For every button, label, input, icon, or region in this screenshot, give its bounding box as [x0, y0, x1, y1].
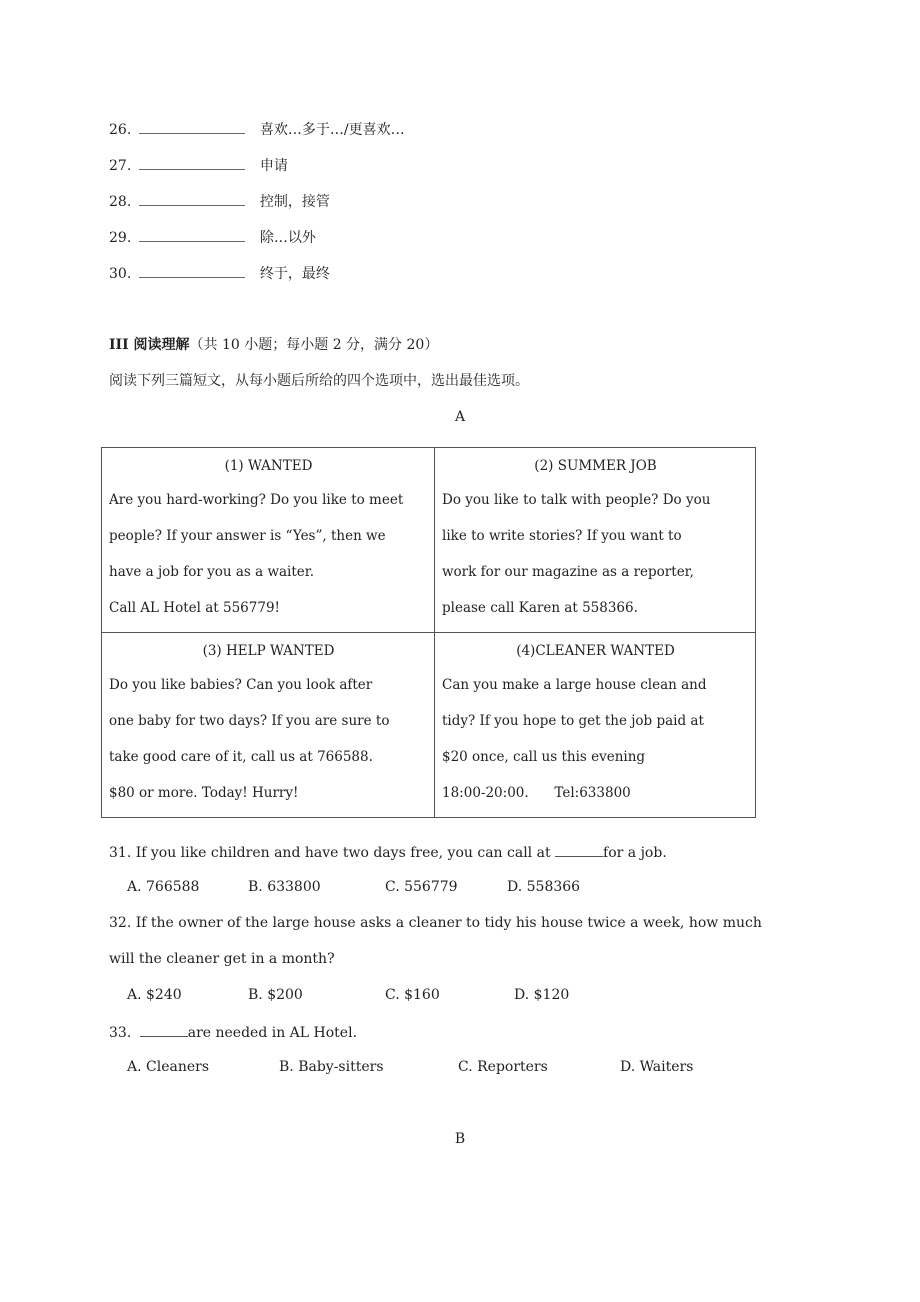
- question-number: 32.: [109, 915, 132, 931]
- option-b[interactable]: B. $200: [248, 987, 303, 1003]
- ad-line: people? If your answer is “Yes”, then we: [109, 528, 386, 544]
- vocab-item-27: [109, 155, 288, 175]
- section-heading: [109, 336, 438, 354]
- answer-blank[interactable]: [139, 119, 245, 134]
- section-title: III 阅读理解: [109, 337, 190, 353]
- option-c[interactable]: C. $160: [385, 987, 440, 1003]
- answer-blank[interactable]: [555, 843, 603, 857]
- ad-line: Call AL Hotel at 556779!: [109, 600, 280, 616]
- question-number: 33.: [109, 1025, 132, 1041]
- ad-line: Do you like to talk with people? Do you: [442, 492, 711, 508]
- ad-line: one baby for two days? If you are sure to: [109, 713, 390, 729]
- vocab-meaning: 控制，接管: [259, 194, 330, 210]
- ad-body: [109, 482, 428, 617]
- vocab-meaning: 终于，最终: [259, 266, 330, 282]
- ad-line: $20 once, call us this evening: [442, 749, 646, 765]
- question-33: [109, 1023, 357, 1041]
- passage-b-label: B: [454, 1131, 466, 1147]
- passage-a-label: A: [454, 409, 466, 425]
- vocab-meaning: 喜欢…多于…/更喜欢…: [259, 122, 405, 138]
- ad-line: work for our magazine as a reporter,: [442, 564, 694, 580]
- ad-line: 18:00-20:00. Tel:633800: [442, 785, 631, 801]
- ad-line: Can you make a large house clean and: [442, 677, 707, 693]
- ad-title: (4)CLEANER WANTED: [516, 643, 675, 659]
- ad-body: [109, 667, 428, 811]
- vocab-item-29: [109, 227, 316, 247]
- ad-body: [442, 667, 749, 811]
- ad-line: please call Karen at 558366.: [442, 600, 638, 616]
- vocab-item-28: [109, 191, 330, 211]
- answer-blank[interactable]: [139, 227, 245, 242]
- ad-title: (2) SUMMER JOB: [534, 458, 657, 474]
- question-31-options: [0, 879, 920, 899]
- answer-blank[interactable]: [139, 155, 245, 170]
- vocab-number: 30.: [109, 266, 132, 282]
- ad-line: Are you hard-working? Do you like to meet: [109, 492, 404, 508]
- vocab-item-26: [109, 119, 405, 139]
- question-32: [109, 915, 762, 931]
- option-d[interactable]: D. Waiters: [620, 1059, 694, 1075]
- vocab-number: 29.: [109, 230, 132, 246]
- option-c[interactable]: C. 556779: [385, 879, 458, 895]
- option-d[interactable]: D. $120: [514, 987, 570, 1003]
- option-a[interactable]: A. Cleaners: [127, 1059, 210, 1075]
- vocab-number: 28.: [109, 194, 132, 210]
- question-32-continued: will the cleaner get in a month?: [109, 951, 335, 967]
- ad-title: (3) HELP WANTED: [202, 643, 335, 659]
- ad-help-wanted: [102, 633, 435, 818]
- option-a[interactable]: A. 766588: [127, 879, 200, 895]
- option-b[interactable]: B. 633800: [248, 879, 321, 895]
- ad-line: take good care of it, call us at 766588.: [109, 749, 373, 765]
- option-d[interactable]: D. 558366: [507, 879, 581, 895]
- question-text: If the owner of the large house asks a cleaner to tidy his house twice a week, how much: [135, 915, 762, 931]
- job-ads-table: [101, 447, 756, 818]
- question-text-end: for a job.: [603, 845, 667, 861]
- vocab-meaning: 申请: [259, 158, 288, 174]
- ad-line: $80 or more. Today! Hurry!: [109, 785, 299, 801]
- question-text: If you like children and have two days free, you can call at: [135, 845, 556, 861]
- ad-line: tidy? If you hope to get the job paid at: [442, 713, 704, 729]
- question-33-options: [0, 1059, 920, 1079]
- question-text: are needed in AL Hotel.: [187, 1025, 358, 1041]
- vocab-meaning: 除…以外: [259, 230, 316, 246]
- question-number: 31.: [109, 845, 132, 861]
- option-a[interactable]: A. $240: [127, 987, 182, 1003]
- ad-line: like to write stories? If you want to: [442, 528, 682, 544]
- section-score-note: （共 10 小题；每小题 2 分，满分 20）: [189, 337, 439, 353]
- answer-blank[interactable]: [139, 263, 245, 278]
- answer-blank[interactable]: [140, 1023, 188, 1037]
- vocab-number: 26.: [109, 122, 132, 138]
- ad-wanted: [102, 448, 435, 633]
- option-b[interactable]: B. Baby-sitters: [279, 1059, 384, 1075]
- ad-body: [442, 482, 749, 626]
- ad-summer-job: [435, 448, 756, 633]
- ad-line: have a job for you as a waiter.: [109, 564, 315, 580]
- vocab-item-30: [109, 263, 330, 283]
- section-instruction: 阅读下列三篇短文，从每小题后所给的四个选项中，选出最佳选项。: [109, 373, 529, 389]
- answer-blank[interactable]: [139, 191, 245, 206]
- ad-line: Do you like babies? Can you look after: [109, 677, 373, 693]
- question-32-options: [0, 987, 920, 1007]
- question-31: [109, 843, 667, 861]
- vocab-number: 27.: [109, 158, 132, 174]
- ad-cleaner-wanted: [435, 633, 756, 818]
- ad-title: (1) WANTED: [224, 458, 313, 474]
- option-c[interactable]: C. Reporters: [458, 1059, 548, 1075]
